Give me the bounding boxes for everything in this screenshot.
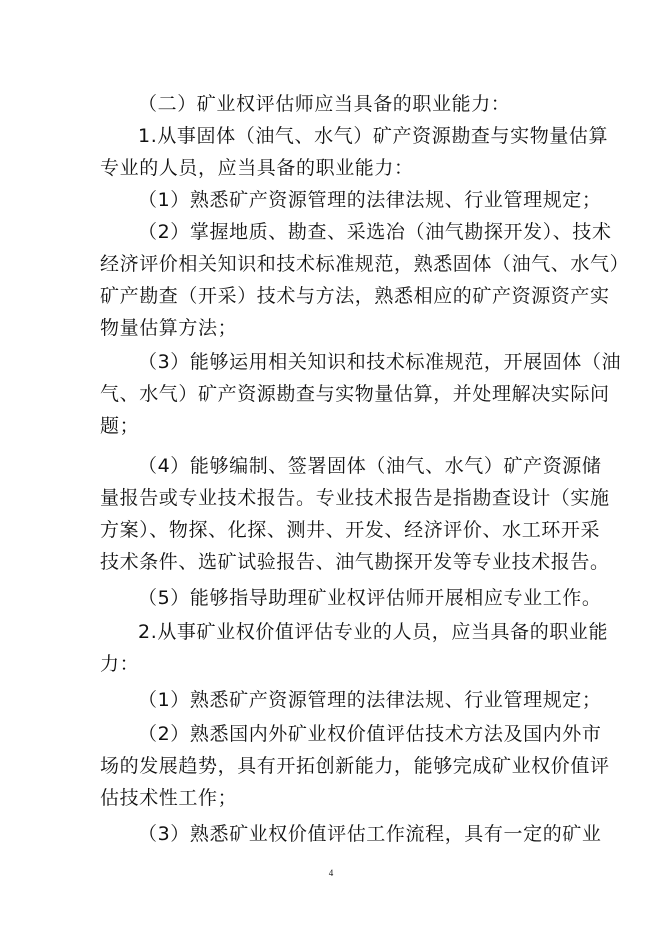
- paragraph-line: 专业的人员，应当具备的职业能力：: [100, 157, 414, 179]
- section-heading: （二）矿业权评估师应当具备的职业能力：: [138, 93, 511, 115]
- paragraph-line: 题；: [100, 415, 140, 437]
- paragraph-line: 1.从事固体（油气、水气）矿产资源勘查与实物量估算: [138, 125, 609, 147]
- paragraph-line: （3）能够运用相关知识和技术标准规范，开展固体（油: [138, 351, 622, 373]
- paragraph-line: （3）熟悉矿业权价值评估工作流程，具有一定的矿业: [138, 823, 602, 845]
- paragraph-line: （2）熟悉国内外矿业权价值评估技术方法及国内外市: [138, 723, 602, 745]
- paragraph-line: （1）熟悉矿产资源管理的法律法规、行业管理规定；: [138, 689, 602, 711]
- paragraph-line: 估技术性工作；: [100, 787, 238, 809]
- paragraph-line: 量报告或专业技术报告。专业技术报告是指勘查设计（实施: [100, 487, 610, 509]
- paragraph-line: （5）能够指导助理矿业权评估师开展相应专业工作。: [138, 587, 602, 609]
- paragraph-line: 力：: [100, 653, 140, 675]
- page-number: 4: [328, 868, 334, 878]
- paragraph-line: 技术条件、选矿试验报告、油气勘探开发等专业技术报告。: [100, 551, 610, 573]
- paragraph-line: （4）能够编制、签署固体（油气、水气）矿产资源储: [138, 455, 602, 477]
- paragraph-line: （1）熟悉矿产资源管理的法律法规、行业管理规定；: [138, 189, 602, 211]
- paragraph-line: （2）掌握地质、勘查、采选冶（油气勘探开发）、技术: [138, 221, 612, 243]
- paragraph-line: 物量估算方法；: [100, 317, 238, 339]
- paragraph-line: 场的发展趋势，具有开拓创新能力，能够完成矿业权价值评: [100, 755, 610, 777]
- paragraph-line: 气、水气）矿产资源勘查与实物量估算，并处理解决实际问: [100, 383, 610, 405]
- paragraph-line: 2.从事矿业权价值评估专业的人员，应当具备的职业能: [138, 621, 609, 643]
- paragraph-line: 方案）、物探、化探、测井、开发、经济评价、水工环开采: [100, 519, 601, 541]
- paragraph-line: 经济评价相关知识和技术标准规范，熟悉固体（油气、水气）: [100, 253, 630, 275]
- paragraph-line: 矿产勘查（开采）技术与方法，熟悉相应的矿产资源资产实: [100, 285, 610, 307]
